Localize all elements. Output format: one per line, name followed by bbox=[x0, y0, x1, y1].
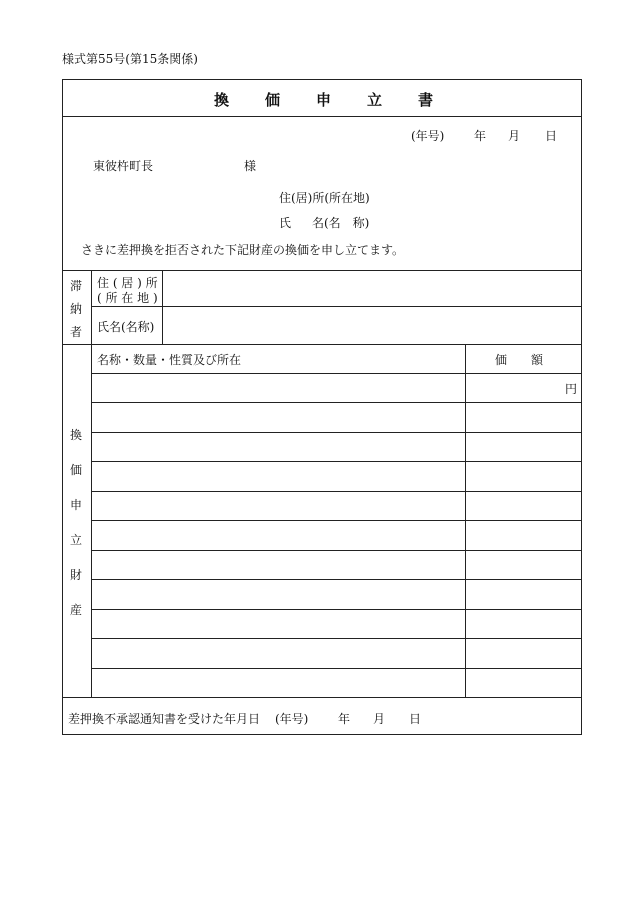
taxpayer-name-label: 氏名(名称) bbox=[97, 320, 155, 334]
table-row-line bbox=[91, 461, 582, 462]
table-row-line bbox=[91, 520, 582, 521]
date-year: 年 bbox=[474, 129, 487, 143]
property-bottom-divider bbox=[62, 697, 582, 698]
table-row-line bbox=[91, 579, 582, 580]
property-label-char-4: 立 bbox=[69, 533, 82, 547]
addressee-name: 東彼杵町長 bbox=[93, 159, 154, 173]
table-row-line bbox=[91, 373, 582, 374]
property-label-char-5: 財 bbox=[69, 568, 82, 582]
statement-text: さきに差押換を拒否された下記財産の換価を申し立てます。 bbox=[81, 243, 405, 257]
title-char-1: 換 bbox=[214, 91, 231, 109]
taxpayer-label-char-3: 者 bbox=[69, 325, 82, 339]
property-label-char-1: 換 bbox=[69, 428, 82, 442]
property-label-char-3: 申 bbox=[69, 498, 82, 512]
footer-day: 日 bbox=[409, 712, 422, 726]
property-label-char-6: 産 bbox=[69, 603, 82, 617]
applicant-name-label-1: 氏 bbox=[279, 216, 292, 230]
footer-month: 月 bbox=[373, 712, 386, 726]
table-row-line bbox=[91, 609, 582, 610]
date-era: (年号) bbox=[411, 129, 445, 143]
header-divider bbox=[62, 270, 582, 271]
price-unit: 円 bbox=[565, 382, 578, 396]
table-row-line bbox=[91, 638, 582, 639]
property-label-char-2: 価 bbox=[69, 463, 82, 477]
taxpayer-address-label-line1: 住 ( 居 ) 所 bbox=[97, 276, 158, 290]
form-number: 様式第55号(第15条関係) bbox=[62, 52, 198, 66]
form-frame bbox=[62, 79, 582, 735]
table-row-line bbox=[91, 432, 582, 433]
title-char-4: 立 bbox=[367, 91, 384, 109]
taxpayer-row-divider bbox=[91, 306, 582, 307]
date-month: 月 bbox=[508, 129, 521, 143]
title-char-3: 申 bbox=[316, 91, 333, 109]
table-row-line bbox=[91, 550, 582, 551]
footer-year: 年 bbox=[338, 712, 351, 726]
addressee-honorific: 様 bbox=[244, 159, 257, 173]
table-row-line bbox=[91, 668, 582, 669]
footer-label: 差押換不承認通知書を受けた年月日 bbox=[68, 712, 261, 726]
footer-era: (年号) bbox=[275, 712, 309, 726]
applicant-address-label: 住(居)所(所在地) bbox=[279, 191, 370, 205]
taxpayer-label-divider bbox=[91, 270, 92, 344]
table-row-line bbox=[91, 491, 582, 492]
taxpayer-label-char-2: 納 bbox=[69, 302, 82, 316]
date-day: 日 bbox=[545, 129, 558, 143]
taxpayer-address-label-line2: ( 所 在 地 ) bbox=[97, 291, 158, 305]
col-header-description: 名称・数量・性質及び所在 bbox=[97, 353, 242, 367]
col-header-price: 価 額 bbox=[495, 353, 544, 367]
taxpayer-label-char-1: 滞 bbox=[69, 279, 82, 293]
table-row-line bbox=[91, 402, 582, 403]
title-divider bbox=[62, 116, 582, 117]
title-char-5: 書 bbox=[418, 91, 435, 109]
taxpayer-field-divider bbox=[162, 270, 163, 344]
taxpayer-divider bbox=[62, 344, 582, 345]
applicant-name-label-2: 名(名 称) bbox=[312, 216, 370, 230]
title-char-2: 価 bbox=[265, 91, 282, 109]
